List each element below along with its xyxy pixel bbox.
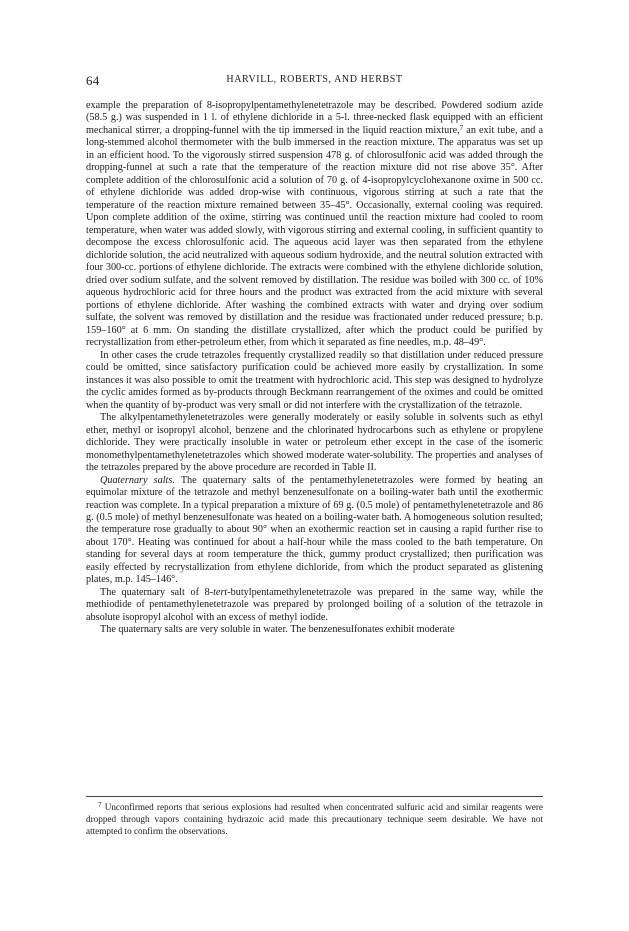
footnote-text: Unconfirmed reports that serious explosions had resulted when concentrated sulfuric acid and similar reagents were dropped through vapors containing hydrazoic acid made this precautionary technique seem desirable. We have not attempted to confirm the observations. bbox=[86, 802, 543, 837]
footnote bbox=[86, 801, 543, 837]
article-body bbox=[86, 100, 543, 637]
paragraph-butyl-salt bbox=[86, 587, 543, 624]
footnote-reference: 7 bbox=[459, 123, 464, 132]
footnote-divider bbox=[86, 796, 543, 797]
paragraph-salt-solubility: The quaternary salts are very soluble in water. The benzenesulfonates exhibit moderate bbox=[100, 624, 455, 636]
paragraph-text: The quaternary salt of 8- bbox=[100, 586, 214, 598]
paragraph-text: The quaternary salts of the pentamethylenetetrazoles were formed by heating an equimolar mixture of the tetrazole and methyl benzenesulfonate on a boiling-water bath until the exothermic reaction was complete. In a typical preparation a mixture of 69 g. (0.5 mole) of pentamethylenetetrazole and 86 g. (0.5 mole) of methyl benzenesulfonate was heated on a boiling-water bath. A homogeneous solution resulted; the temperature rose gradually to about 90° when an exothermic reaction set in causing a rapid further rise to about 170°. Heating was continued for about a half-hour while the mass cooled to the bath temperature. On standing for several days at room temperature the thick, gummy product crystallized; then purification was easily effected by recrystallization from ethylene dichloride, from which the product separated as glistening plates, m.p. 145–146°. bbox=[86, 474, 543, 586]
footnote-marker: 7 bbox=[98, 801, 102, 809]
page-header bbox=[86, 73, 543, 89]
paragraph-text: an exit tube, and a long-stemmed alcohol thermometer with the bulb immersed in the reaction mixture. The apparatus was set up in an efficient hood. To the vigorously stirred suspension 478 g. of chlorosulfonic acid was added through the dropping-funnel at such a rate that the temperature of the reaction mixture did not rise above 35°. After complete addition of the chlorosulfonic acid a solution of 70 g. of 4-isopropylcyclohexanone oxime in 500 cc. of ethylene dichloride was added drop-wise with continuous, vigorous stirring at such a rate that the temperature of the reaction mixture remained between 35–45°. Occasionally, external cooling was required. Upon complete addition of the oxime, stirring was continued until the reaction mixture had cooled to room temperature, when water was added slowly, with vigorous stirring and external cooling, in sufficient quantity to decompose the excess chlorosulfonic acid. The aqueous acid layer was then separated from the ethylene dichloride solution, the acid neutralized with aqueous sodium hydroxide, and the neutral solution extracted with four 300-cc. portions of ethylene dichloride. The extracts were combined with the ethylene dichloride solution, dried over sodium sulfate, and the solvent removed by distillation. The residue was boiled with 300 cc. of 10% aqueous hydrochloric acid for three hours and the product was extracted from the acid mixture with several portions of ethylene dichloride. After washing the combined extracts with water and drying over sodium sulfate, the solvent was removed by distillation and the residue was fractionated under reduced pressure; b.p. 159–160° at 6 mm. On standing the distillate crystallized, after which the product could be purified by recrystallization from ether-petroleum ether, from which it separated as fine needles, m.p. 48–49°. bbox=[86, 124, 543, 349]
page-number: 64 bbox=[86, 73, 100, 88]
paragraph-text: example the preparation of 8-isopropylpentamethylenetetrazole may be described. Powdered sodium azide (58.5 g.) was suspended in 1 l. of ethylene dichloride in a 5-l. three-necked flask equipped with an efficient mechanical stirrer, a dropping-funnel with the tip immersed in the liquid reaction mixture, bbox=[86, 100, 543, 136]
paragraph-crude-tetrazoles: In other cases the crude tetrazoles frequently crystallized readily so that distillation under reduced pressure could be omitted, since satisfactory purification could be achieved more easily by crystallization. In some instances it was also possible to omit the treatment with hydrochloric acid. This step was designed to hydrolyze the cyclic amides formed as by-products through Beckmann rearrangement of the oximes and could be omitted when the quantity of by-product was very small or did not interfere with the crystallization of the tetrazole. bbox=[86, 349, 543, 411]
section-heading: Quaternary salts. bbox=[100, 474, 175, 486]
paragraph-quaternary-salts bbox=[86, 475, 543, 587]
running-head: HARVILL, ROBERTS, AND HERBST bbox=[226, 74, 403, 85]
footnote-7 bbox=[86, 801, 543, 837]
italic-term: tert bbox=[213, 586, 228, 598]
paragraph-text: -butylpentamethylenetetrazole was prepared in the same way, while the methiodide of pentamethylenetetrazole was prepared by prolonged boiling of a solution of the tetrazole in absolute isopropyl alcohol with an excess of methyl iodide. bbox=[86, 586, 544, 623]
paragraph-procedure bbox=[86, 100, 543, 350]
paragraph-solubility: The alkylpentamethylenetetrazoles were generally moderately or easily soluble in solvents such as ethyl ether, methyl or isopropyl alcohol, benzene and the chlorinated hydrocarbons such as ethylene or propylene dichloride. They were practically insoluble in water or petroleum ether except in the case of the isomeric monomethylpentamethylenetetrazoles which showed moderate water-solubility. The properties and analyses of the tetrazoles prepared by the above procedure are recorded in Table II. bbox=[86, 412, 543, 474]
